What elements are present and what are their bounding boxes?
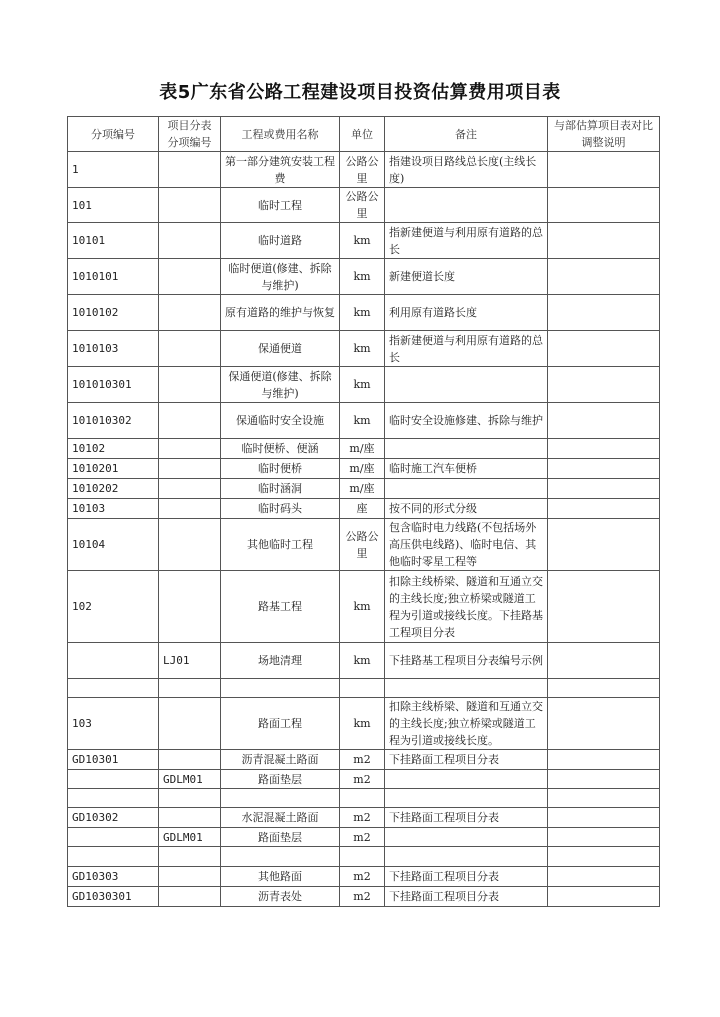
row-adjustment: [548, 295, 660, 331]
row-code: 102: [68, 571, 159, 643]
table-row: [68, 789, 660, 808]
table-row: [68, 698, 660, 750]
row-name: 临时码头: [221, 499, 340, 519]
row-name: 沥青混凝土路面: [221, 750, 340, 770]
row-adjustment: [548, 479, 660, 499]
row-unit: km: [340, 223, 385, 259]
row-code: 101010301: [68, 367, 159, 403]
row-unit: 公路公里: [340, 152, 385, 188]
row-sub-code: [159, 152, 221, 188]
row-adjustment: [548, 698, 660, 750]
row-adjustment: [548, 808, 660, 828]
row-note: [385, 847, 548, 867]
row-code: 1010103: [68, 331, 159, 367]
row-sub-code: [159, 367, 221, 403]
row-code: [68, 770, 159, 789]
row-code: 10101: [68, 223, 159, 259]
row-adjustment: [548, 789, 660, 808]
table-title: 表5广东省公路工程建设项目投资估算费用项目表: [159, 82, 561, 103]
row-sub-code: [159, 867, 221, 887]
row-code: GD10303: [68, 867, 159, 887]
row-sub-code: [159, 331, 221, 367]
row-name: 原有道路的维护与恢复: [221, 295, 340, 331]
row-adjustment: [548, 867, 660, 887]
table-row: [68, 439, 660, 459]
row-sub-code: [159, 403, 221, 439]
row-adjustment: [548, 459, 660, 479]
row-code: GD10302: [68, 808, 159, 828]
row-code: GD10301: [68, 750, 159, 770]
row-adjustment: [548, 679, 660, 698]
row-note: 包含临时电力线路(不包括场外高压供电线路)、临时电信、其他临时零星工程等: [385, 519, 548, 571]
row-unit: km: [340, 367, 385, 403]
row-note: 临时安全设施修建、拆除与维护: [385, 403, 548, 439]
row-unit: 公路公里: [340, 188, 385, 223]
row-unit: m2: [340, 867, 385, 887]
row-unit: km: [340, 698, 385, 750]
row-sub-code: [159, 188, 221, 223]
row-note: [385, 828, 548, 847]
row-note: [385, 188, 548, 223]
row-unit: m2: [340, 828, 385, 847]
row-name: 其他路面: [221, 867, 340, 887]
row-note: 按不同的形式分级: [385, 499, 548, 519]
row-code: 1010202: [68, 479, 159, 499]
row-name: 保通便道(修建、拆除与维护): [221, 367, 340, 403]
row-unit: [340, 847, 385, 867]
row-unit: m2: [340, 770, 385, 789]
row-name: 保通临时安全设施: [221, 403, 340, 439]
row-name: 路基工程: [221, 571, 340, 643]
row-code: [68, 679, 159, 698]
row-unit: km: [340, 643, 385, 679]
row-name: 路面垫层: [221, 770, 340, 789]
row-adjustment: [548, 223, 660, 259]
row-code: [68, 643, 159, 679]
row-code: [68, 847, 159, 867]
table-row: [68, 887, 660, 907]
table-row: [68, 459, 660, 479]
row-code: 101: [68, 188, 159, 223]
row-adjustment: [548, 571, 660, 643]
row-sub-code: [159, 295, 221, 331]
row-sub-code: [159, 459, 221, 479]
row-note: [385, 367, 548, 403]
row-adjustment: [548, 750, 660, 770]
row-unit: km: [340, 571, 385, 643]
row-sub-code: GDLM01: [159, 828, 221, 847]
row-unit: km: [340, 259, 385, 295]
row-adjustment: [548, 367, 660, 403]
row-unit: 公路公里: [340, 519, 385, 571]
table-row: [68, 828, 660, 847]
cost-items-table: [67, 116, 660, 907]
row-name: [221, 789, 340, 808]
table-row: [68, 331, 660, 367]
header-note: 备注: [385, 117, 548, 152]
table-row: [68, 679, 660, 698]
row-name: 临时工程: [221, 188, 340, 223]
row-code: 1: [68, 152, 159, 188]
table-row: [68, 259, 660, 295]
row-name: 临时涵洞: [221, 479, 340, 499]
row-code: [68, 828, 159, 847]
header-adjustment: 与部估算项目表对比调整说明: [548, 117, 660, 152]
row-adjustment: [548, 828, 660, 847]
row-code: 10104: [68, 519, 159, 571]
table-row: [68, 847, 660, 867]
table-row: [68, 367, 660, 403]
row-sub-code: [159, 847, 221, 867]
table-header-row: [68, 117, 660, 152]
row-code: 1010102: [68, 295, 159, 331]
row-note: 下挂路面工程项目分表: [385, 867, 548, 887]
row-sub-code: LJ01: [159, 643, 221, 679]
row-adjustment: [548, 152, 660, 188]
row-adjustment: [548, 643, 660, 679]
row-name: 水泥混凝土路面: [221, 808, 340, 828]
row-name: 临时便桥: [221, 459, 340, 479]
table-row: [68, 188, 660, 223]
row-sub-code: [159, 519, 221, 571]
table-row: [68, 152, 660, 188]
row-name: [221, 679, 340, 698]
row-sub-code: [159, 479, 221, 499]
row-sub-code: [159, 259, 221, 295]
row-unit: m/座: [340, 459, 385, 479]
table-row: [68, 479, 660, 499]
header-sub-code: 项目分表分项编号: [159, 117, 221, 152]
row-adjustment: [548, 259, 660, 295]
row-sub-code: [159, 439, 221, 459]
row-note: 新建便道长度: [385, 259, 548, 295]
row-note: [385, 789, 548, 808]
row-adjustment: [548, 439, 660, 459]
row-sub-code: [159, 750, 221, 770]
row-code: 1010201: [68, 459, 159, 479]
row-note: 下挂路面工程项目分表: [385, 808, 548, 828]
row-code: 10103: [68, 499, 159, 519]
row-name: 路面工程: [221, 698, 340, 750]
header-unit: 单位: [340, 117, 385, 152]
row-note: 扣除主线桥梁、隧道和互通立交的主线长度;独立桥梁或隧道工程为引道或接线长度。: [385, 698, 548, 750]
row-adjustment: [548, 499, 660, 519]
table-row: [68, 867, 660, 887]
table-row: [68, 223, 660, 259]
table-row: [68, 519, 660, 571]
table-body: [68, 152, 660, 907]
table-row: [68, 643, 660, 679]
row-note: [385, 479, 548, 499]
row-name: 保通便道: [221, 331, 340, 367]
row-name: 临时便桥、便涵: [221, 439, 340, 459]
table-row: [68, 499, 660, 519]
row-sub-code: [159, 789, 221, 808]
row-note: [385, 679, 548, 698]
row-sub-code: [159, 223, 221, 259]
row-unit: km: [340, 295, 385, 331]
row-unit: [340, 789, 385, 808]
row-adjustment: [548, 770, 660, 789]
row-adjustment: [548, 887, 660, 907]
row-note: 下挂路基工程项目分表编号示例: [385, 643, 548, 679]
row-adjustment: [548, 188, 660, 223]
row-note: 临时施工汽车便桥: [385, 459, 548, 479]
row-note: 利用原有道路长度: [385, 295, 548, 331]
header-name: 工程或费用名称: [221, 117, 340, 152]
row-note: 指新建便道与利用原有道路的总长: [385, 223, 548, 259]
row-unit: km: [340, 331, 385, 367]
row-sub-code: [159, 698, 221, 750]
row-sub-code: [159, 808, 221, 828]
row-name: 沥青表处: [221, 887, 340, 907]
row-unit: m/座: [340, 439, 385, 459]
row-name: 第一部分建筑安装工程费: [221, 152, 340, 188]
row-unit: 座: [340, 499, 385, 519]
row-name: 其他临时工程: [221, 519, 340, 571]
row-sub-code: [159, 887, 221, 907]
row-sub-code: [159, 571, 221, 643]
table-row: [68, 403, 660, 439]
row-unit: m/座: [340, 479, 385, 499]
row-code: GD1030301: [68, 887, 159, 907]
row-note: 指建设项目路线总长度(主线长度): [385, 152, 548, 188]
row-name: 临时道路: [221, 223, 340, 259]
row-note: 下挂路面工程项目分表: [385, 750, 548, 770]
row-note: 扣除主线桥梁、隧道和互通立交的主线长度;独立桥梁或隧道工程为引道或接线长度。下挂路基工程项目分表: [385, 571, 548, 643]
row-note: [385, 770, 548, 789]
row-adjustment: [548, 847, 660, 867]
row-name: 场地清理: [221, 643, 340, 679]
table-row: [68, 808, 660, 828]
row-adjustment: [548, 519, 660, 571]
row-unit: [340, 679, 385, 698]
row-adjustment: [548, 331, 660, 367]
row-unit: km: [340, 403, 385, 439]
row-code: 1010101: [68, 259, 159, 295]
row-unit: m2: [340, 808, 385, 828]
table-row: [68, 295, 660, 331]
row-unit: m2: [340, 750, 385, 770]
row-sub-code: [159, 499, 221, 519]
row-name: 路面垫层: [221, 828, 340, 847]
row-code: 103: [68, 698, 159, 750]
table-row: [68, 770, 660, 789]
row-sub-code: [159, 679, 221, 698]
row-name: [221, 847, 340, 867]
row-note: [385, 439, 548, 459]
row-note: 下挂路面工程项目分表: [385, 887, 548, 907]
table-row: [68, 571, 660, 643]
table-row: [68, 750, 660, 770]
row-name: 临时便道(修建、拆除与维护): [221, 259, 340, 295]
row-note: 指新建便道与利用原有道路的总长: [385, 331, 548, 367]
header-code: 分项编号: [68, 117, 159, 152]
row-code: [68, 789, 159, 808]
row-unit: m2: [340, 887, 385, 907]
row-code: 10102: [68, 439, 159, 459]
row-adjustment: [548, 403, 660, 439]
row-code: 101010302: [68, 403, 159, 439]
row-sub-code: GDLM01: [159, 770, 221, 789]
